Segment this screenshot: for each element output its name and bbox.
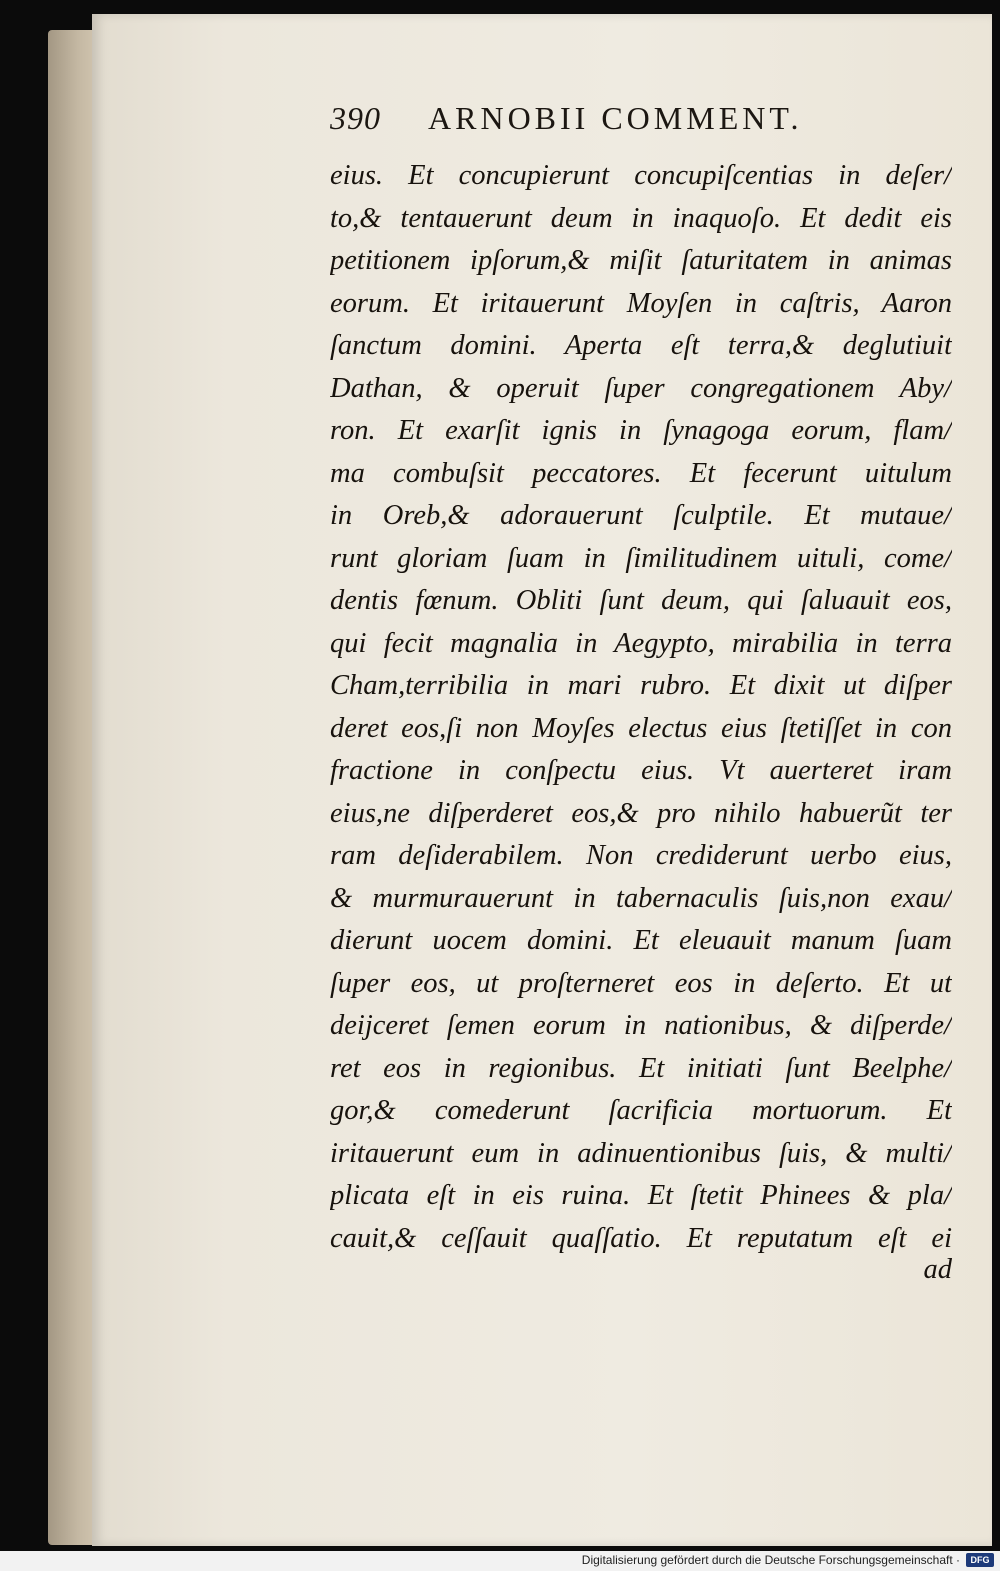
text-line: deijceret ſemen eorum in nationibus, & diſperde/ <box>330 1010 952 1041</box>
text-line: dierunt uocem domini. Et eleuauit manum ſuam <box>330 925 952 956</box>
text-line: qui fecit magnalia in Aegypto, mirabilia in terra <box>330 627 952 659</box>
text-line: fractione in conſpectu eius. Vt auerteret iram <box>330 755 952 786</box>
page-number: 390 <box>330 100 381 136</box>
text-line: dentis fœnum. Obliti ſunt deum, qui ſaluauit eos, <box>330 585 952 616</box>
text-line: plicata eſt in eis ruina. Et ſtetit Phinees & pla/ <box>330 1180 952 1211</box>
text-line: ſanctum domini. Aperta eſt terra,& deglutiuit <box>330 330 952 361</box>
text-line: ram deſiderabilem. Non crediderunt uerbo eius, <box>330 840 952 871</box>
text-line: eius. Et concupierunt concupiſcentias in deſer/ <box>330 160 952 191</box>
text-line: to,& tentauerunt deum in inaquoſo. Et dedit eis <box>330 202 952 234</box>
text-line: ma combuſsit peccatores. Et fecerunt uitulum <box>330 457 952 489</box>
text-line: eius,ne diſperderet eos,& pro nihilo habuerũt ter <box>330 797 952 829</box>
dfg-logo-icon: DFG <box>966 1553 994 1567</box>
text-line: ron. Et exarſit ignis in ſynagoga eorum, flam/ <box>330 415 952 446</box>
body-text <box>330 155 952 1260</box>
text-line: petitionem ipſorum,& miſit ſaturitatem in animas <box>330 245 952 276</box>
running-title: ARNOBII COMMENT. <box>428 100 803 136</box>
running-head <box>330 100 930 144</box>
text-line: ſuper eos, ut proſterneret eos in deſerto. Et ut <box>330 967 952 999</box>
text-line: cauit,& ceſſauit quaſſatio. Et reputatum eſt ei <box>330 1222 952 1254</box>
text-line: & murmurauerunt in tabernaculis ſuis,non exau/ <box>330 882 952 914</box>
text-line: gor,& comederunt ſacrificia mortuorum. Et <box>330 1095 952 1126</box>
text-line: iritauerunt eum in adinuentionibus ſuis, & multi/ <box>330 1137 952 1169</box>
text-line: Cham,terribilia in mari rubro. Et dixit ut diſper <box>330 670 952 701</box>
digitization-credit: Digitalisierung gefördert durch die Deutsche Forschungsgemeinschaft · <box>581 1553 960 1567</box>
text-line: deret eos,ſi non Moyſes electus eius ſtetiſſet in con <box>330 712 952 744</box>
catchword: ad <box>923 1254 952 1285</box>
text-line: Dathan, & operuit ſuper congregationem Aby/ <box>330 372 952 404</box>
text-line: eorum. Et iritauerunt Moyſen in caſtris, Aaron <box>330 287 952 319</box>
text-line: ret eos in regionibus. Et initiati ſunt Beelphe/ <box>330 1052 952 1084</box>
text-line: in Oreb,& adorauerunt ſculptile. Et mutaue/ <box>330 500 952 531</box>
text-line: runt gloriam ſuam in ſimilitudinem uituli, come/ <box>330 542 952 574</box>
